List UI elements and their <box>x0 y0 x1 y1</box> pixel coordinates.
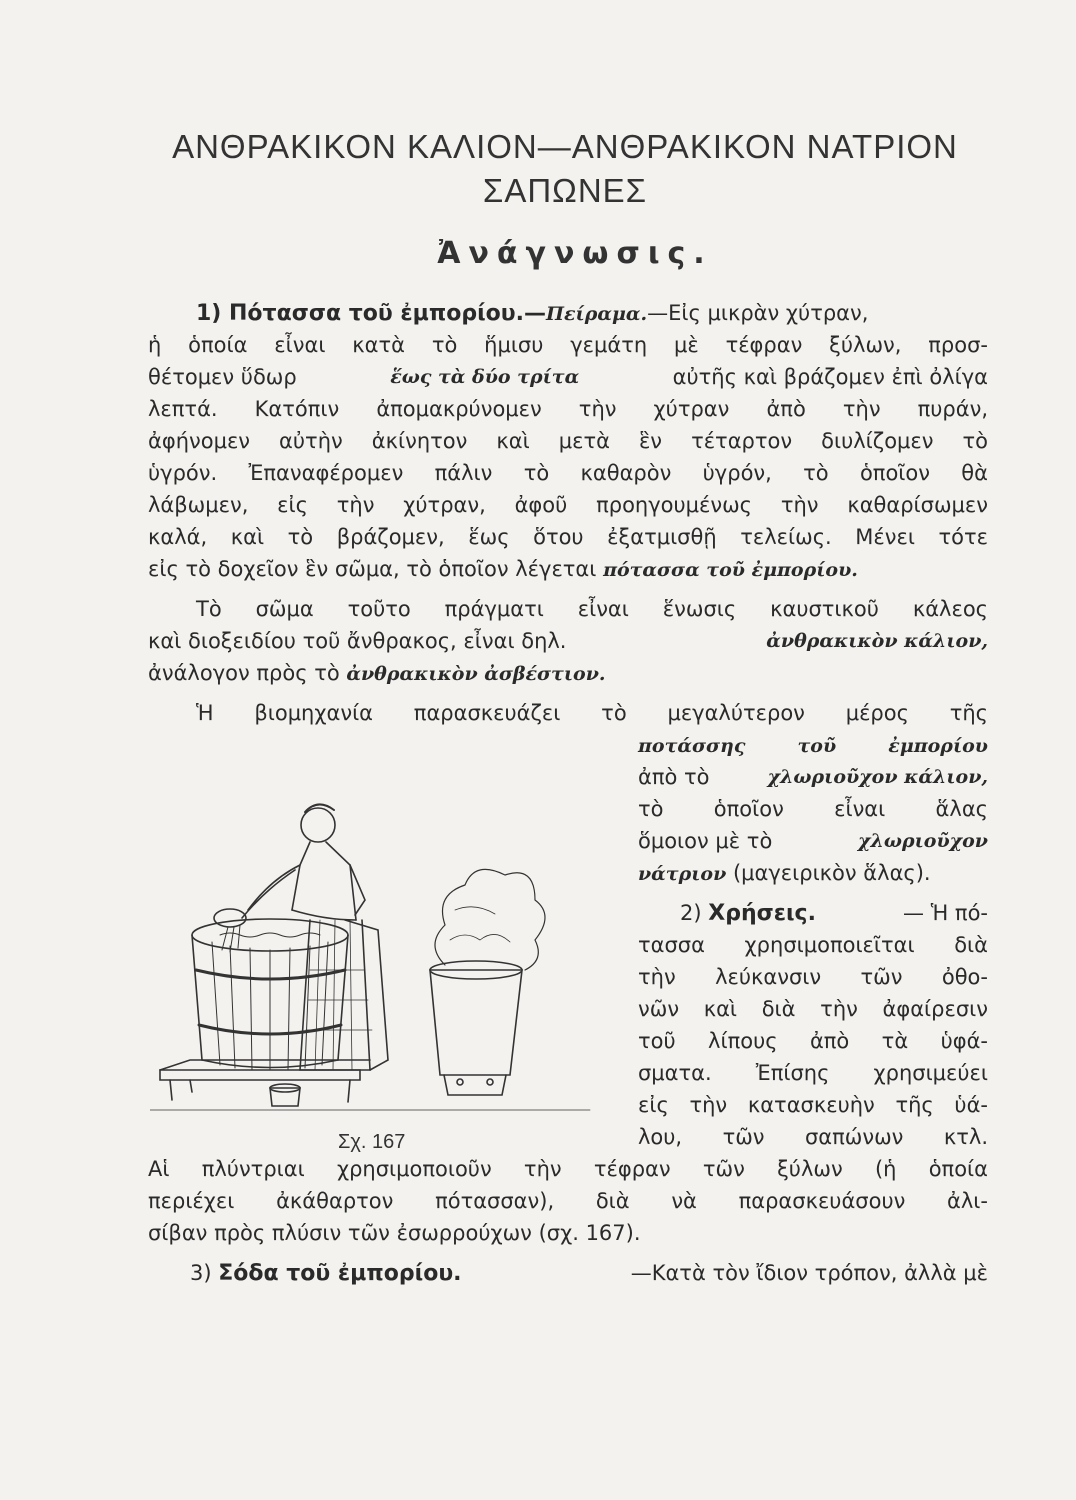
italic-term: πότασσα τοῦ ἐμπορίου. <box>603 559 858 581</box>
italic-term: νάτριον <box>638 863 727 885</box>
italic-term: ἀνθρακικὸν κάλιον, <box>766 630 988 652</box>
text-run: 2) <box>680 901 709 925</box>
text-line: ἡ ὁποία εἶναι κατὰ τὸ ἥμισυ γεμάτη μὲ τέφραν ξύλων, προσ- <box>148 333 988 357</box>
text-line <box>148 625 988 657</box>
text-line: τασσα χρησιμοποιεῖται διὰ <box>638 933 988 957</box>
text-line <box>638 857 988 890</box>
text-run: ὅμοιον μὲ τὸ <box>638 829 773 853</box>
bold-term: Χρήσεις. <box>708 901 816 926</box>
text-line <box>148 553 988 586</box>
italic-term: ποτάσσης τοῦ ἐμπορίου <box>638 735 988 757</box>
text-line: τὸ ὁποῖον εἶναι ἅλας <box>638 797 988 821</box>
text-line: ἀφήνομεν αὐτὴν ἀκίνητον καὶ μετὰ ἓν τέταρτον διυλίζομεν τὸ <box>148 429 988 453</box>
chapter-title-line-1: ΑΝΘΡΑΚΙΚΟΝ ΚΑΛΙΟΝ—ΑΝΘΡΑΚΙΚΟΝ ΝΑΤΡΙΟΝ <box>172 128 958 165</box>
text-line: τοῦ λίπους ἀπὸ τὰ ὑφά- <box>638 1029 988 1053</box>
text-line <box>148 657 988 690</box>
text-run: —Κατὰ τὸν ἴδιον τρόπον, ἀλλὰ μὲ <box>630 1261 988 1285</box>
text-run: καὶ διοξειδίου τοῦ ἄνθρακος, εἶναι δηλ. <box>148 629 567 653</box>
text-run: —Εἰς μικρὰν χύτραν, <box>647 301 869 325</box>
text-line: Αἱ πλύντριαι χρησιμοποιοῦν τὴν τέφραν τῶν ξύλων (ἡ ὁποία <box>148 1157 988 1181</box>
text-line <box>638 825 988 857</box>
text-run: (μαγειρικὸν ἅλας). <box>726 861 931 885</box>
text-line <box>148 361 988 393</box>
italic-term: ἀνθρακικὸν ἀσβέστιον. <box>346 663 606 685</box>
text-line: καλά, καὶ τὸ βράζομεν, ἕως ὅτου ἐξατμισθῇ τελείως. Μένει τότε <box>148 525 988 549</box>
text-run: ἀπὸ τὸ <box>638 765 710 789</box>
text-line: εἰς τὴν κατασκευὴν τῆς ὑά- <box>638 1093 988 1117</box>
laundry-illustration <box>150 770 600 1130</box>
italic-term: ἕως τὰ δύο τρίτα <box>390 366 580 388</box>
section-heading: Ἀνάγνωσις. <box>437 236 713 271</box>
text-run: αὐτῆς καὶ βράζομεν ἐπὶ ὀλίγα <box>672 365 988 389</box>
text-run: εἰς τὸ δοχεῖον ἓν σῶμα, τὸ ὁποῖον λέγεται <box>148 557 604 581</box>
italic-term: χλωριοῦχον κάλιον, <box>767 766 988 788</box>
text-line: λου, τῶν σαπώνων κτλ. <box>638 1125 988 1149</box>
bold-term: Σόδα τοῦ ἐμπορίου. <box>218 1261 462 1286</box>
text-line: λάβωμεν, εἰς τὴν χύτραν, ἀφοῦ προηγουμένως τὴν καθαρίσωμεν <box>148 493 988 517</box>
text-line <box>638 761 988 793</box>
text-line: σίβαν πρὸς πλύσιν τῶν ἐσωρρούχων (σχ. 167). <box>148 1221 641 1245</box>
text-line: τὴν λεύκανσιν τῶν ὀθο- <box>638 965 988 989</box>
text-line: νῶν καὶ διὰ τὴν ἀφαίρεσιν <box>638 997 988 1021</box>
text-line: λεπτά. Κατόπιν ἀπομακρύνομεν τὴν χύτραν ἀπὸ τὴν πυράν, <box>148 397 988 421</box>
bold-term: 1) Πότασσα τοῦ ἐμπορίου.— <box>196 301 547 326</box>
text-line <box>190 1257 988 1290</box>
chapter-title-line-2: ΣΑΠΩΝΕΣ <box>482 172 648 209</box>
text-line <box>638 729 988 762</box>
text-line: περιέχει ἀκάθαρτον πότασσαν), διὰ νὰ παρασκευάσουν ἀλι- <box>148 1189 988 1213</box>
text-line: ὑγρόν. Ἐπαναφέρομεν πάλιν τὸ καθαρὸν ὑγρόν, τὸ ὁποῖον θὰ <box>148 461 988 485</box>
text-line: Ἡ βιομηχανία παρασκευάζει τὸ μεγαλύτερον μέρος τῆς <box>196 701 988 725</box>
text-line <box>680 897 988 930</box>
text-run: θέτομεν ὕδωρ <box>148 365 297 389</box>
italic-term: χλωριοῦχον <box>858 830 988 852</box>
text-run: 3) <box>190 1261 219 1285</box>
text-run: — Ἡ πό- <box>903 901 988 925</box>
italic-term: Πείραμα. <box>546 303 648 325</box>
text-line <box>196 297 988 330</box>
text-run: ἀνάλογον πρὸς τὸ <box>148 661 347 685</box>
text-line: Τὸ σῶμα τοῦτο πράγματι εἶναι ἕνωσις καυστικοῦ κάλεος <box>196 597 988 621</box>
text-line: σματα. Ἐπίσης χρησιμεύει <box>638 1061 988 1085</box>
figure-caption: Σχ. 167 <box>338 1131 406 1153</box>
